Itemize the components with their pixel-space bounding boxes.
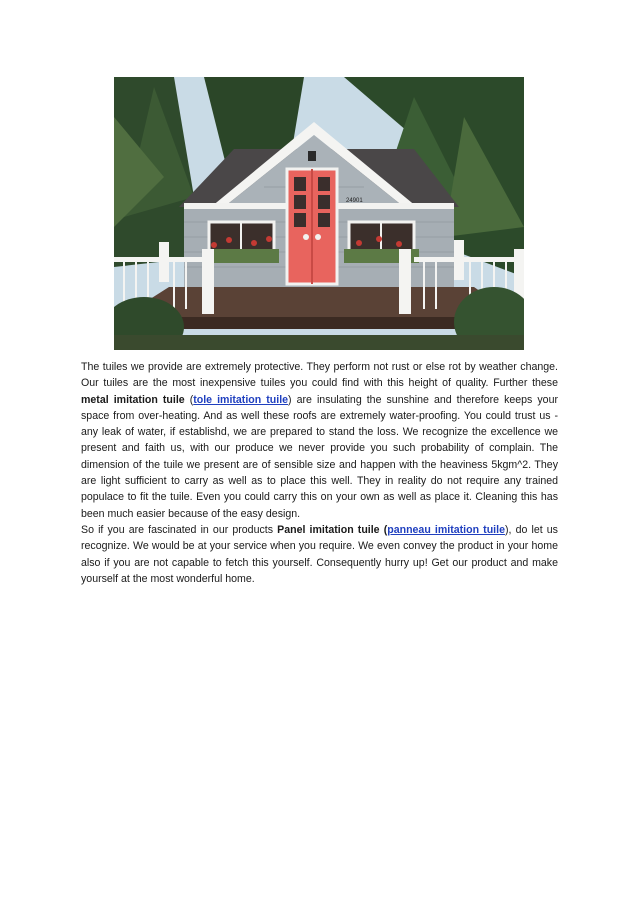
link-panneau-imitation-tuile[interactable]: panneau imitation tuile	[387, 523, 505, 536]
bold-term-panel-imitation-tuile: Panel imitation tuile	[277, 523, 380, 536]
paragraph-text: ), do let us recognize. We would be at your service when you require. We even convey the product in your home also if you are not capable to fetch this yourself. Consequently hurry up! Get our product and make yourself at the most wonderful home.	[81, 523, 558, 585]
link-tole-imitation-tuile[interactable]: tole imitation tuile	[193, 393, 289, 406]
article-text	[81, 359, 558, 587]
paragraph-text: The tuiles we provide are extremely protective. They perform not rust or else rot by weather change. Our tuiles are the most inexpensive tuiles you could find with this height of quality. Further these	[81, 361, 558, 390]
bold-term-metal-imitation-tuile: metal imitation tuile	[81, 393, 185, 406]
house-photo	[114, 77, 524, 350]
house-number: 24901	[346, 198, 363, 204]
paragraph-text: So if you are fascinated in our products	[81, 523, 278, 536]
paragraph-1	[81, 359, 558, 522]
paragraph-text: (	[184, 393, 194, 406]
paragraph-text: (	[379, 523, 388, 536]
paragraph-2	[81, 522, 558, 587]
paragraph-text: ) are insulating the sunshine and therefore keeps your space from over-heating. And as well these roofs are extremely water-proofing. You could trust us - any leak of water, if establishd, we are prepared to stand the loss. We recognize the excellence we present and faith us, with our produce we never provide you such probability of complain. The dimension of the tuile we present are of sensible size and happen with the heaviness 5kgm^2. They are light sufficient to carry as well as to place this well. They in reality do not require any trained populace to fit the tuile. Even you could carry this on your own as well as place it. Cleaning this has been much easier because of the easy design.	[81, 393, 558, 520]
